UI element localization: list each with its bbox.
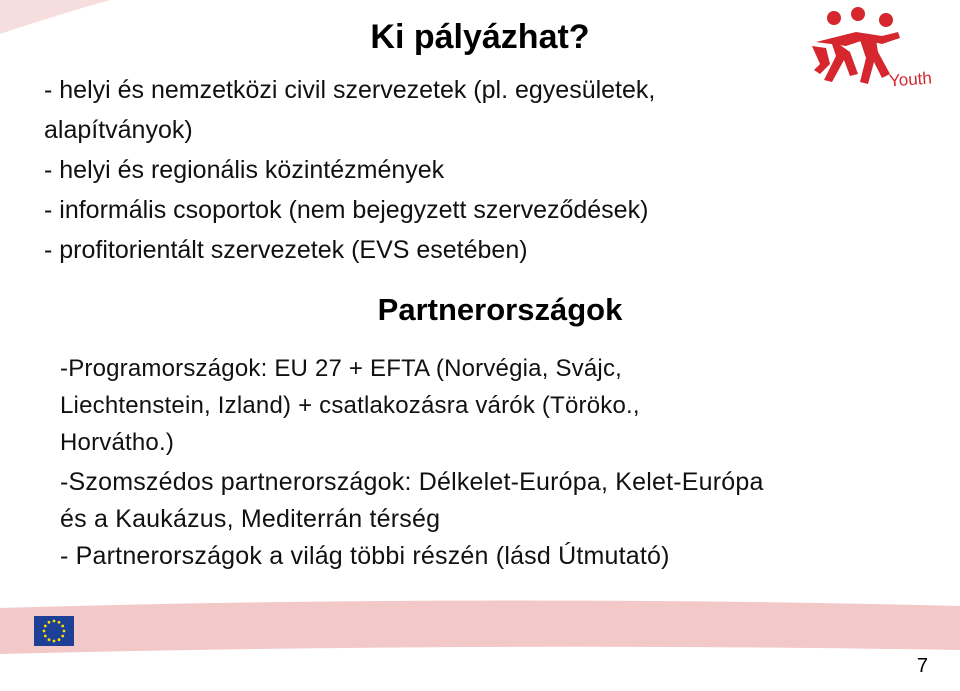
partners-line-4: -Szomszédos partnerországok: Délkelet-Európa, Kelet-Európa [60, 468, 764, 496]
partners-line-3: Horvátho.) [60, 429, 175, 456]
eu-flag-icon [34, 616, 74, 646]
partners-line-5: és a Kaukázus, Mediterrán térség [60, 505, 441, 533]
partners-line-1: -Programországok: EU 27 + EFTA (Norvégia, Svájc, [60, 355, 623, 382]
partners-heading: Partnerországok [377, 292, 623, 327]
page-number: 7 [916, 655, 928, 677]
slide-title: Ki pályázhat? [370, 18, 590, 56]
eligible-line-4: - informális csoportok (nem bejegyzett szerveződések) [44, 196, 649, 224]
partners-line-6: - Partnerországok a világ többi részén (lásd Útmutató) [60, 542, 670, 570]
eligible-line-3: - helyi és regionális közintézmények [44, 156, 445, 184]
partners-line-2: Liechtenstein, Izland) + csatlakozásra várók (Töröko., [60, 392, 640, 419]
bottom-band-decoration [0, 590, 960, 691]
eligible-line-5: - profitorientált szervezetek (EVS esetében) [44, 236, 528, 264]
youth-logo-text: Youth [888, 68, 933, 91]
eligible-line-2: alapítványok) [44, 116, 193, 144]
eligible-line-1: - helyi és nemzetközi civil szervezetek (pl. egyesületek, [44, 76, 656, 104]
